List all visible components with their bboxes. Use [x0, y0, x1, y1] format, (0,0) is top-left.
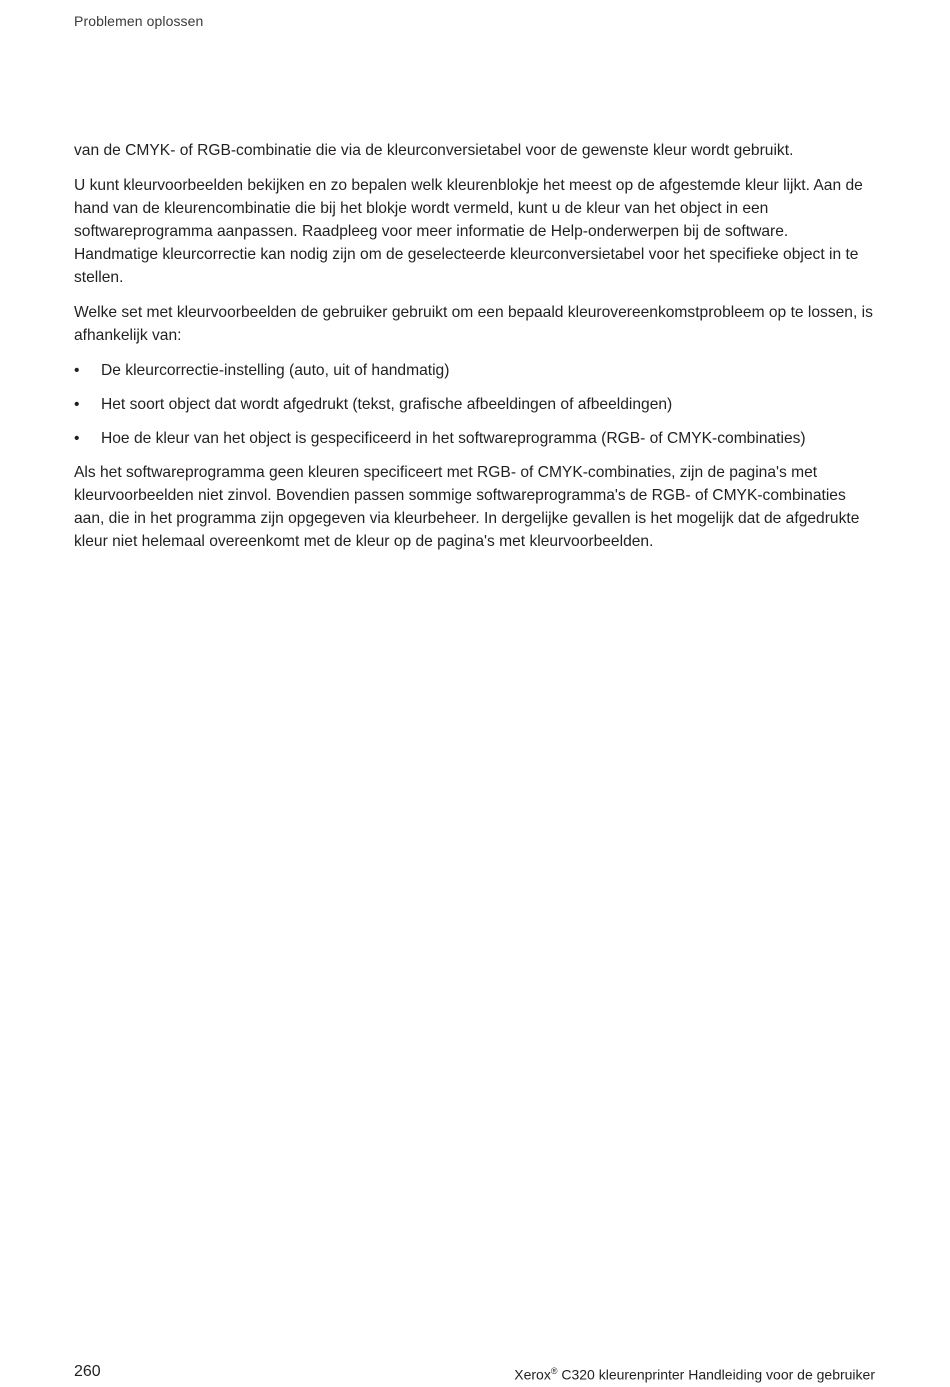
list-item-text: De kleurcorrectie-instelling (auto, uit of handmatig)	[101, 362, 450, 379]
paragraph-sample-set-depends: Welke set met kleurvoorbeelden de gebruiker gebruikt om een bepaald kleurovereenkomstprobleem op te lossen, is afhankelijk van:	[74, 304, 873, 344]
paragraph-conversion-table: van de CMYK- of RGB-combinatie die via de kleurconversietabel voor de gewenste kleur wordt gebruikt.	[74, 142, 794, 159]
paragraph-color-samples: U kunt kleurvoorbeelden bekijken en zo bepalen welk kleurenblokje het meest op de afgestemde kleur lijkt. Aan de hand van de kleurencombinatie die bij het blokje wordt vermeld, kunt u de kleur van het object in een softwareprogramma aanpassen. Raadpleeg voor meer informatie de Help-onderwerpen bij de software. Handmatige kleurcorrectie kan nodig zijn om de geselecteerde kleurconversietabel voor het specifieke object in te stellen.	[74, 177, 863, 286]
paragraph-software-color-management: Als het softwareprogramma geen kleuren specificeert met RGB- of CMYK-combinaties, zijn de pagina's met kleurvoorbeelden niet zinvol. Bovendien passen sommige softwareprogramma's de RGB- of CMYK-combinaties aan, die in het programma zijn opgegeven via kleurbeheer. In dergelijke gevallen is het mogelijk dat de afgedrukte kleur niet helemaal overeenkomt met de kleur op de pagina's met kleurvoorbeelden.	[74, 464, 860, 550]
running-footer	[514, 1366, 875, 1383]
main-content	[74, 139, 874, 565]
list-item	[74, 427, 874, 450]
list-item	[74, 393, 874, 416]
bullet-icon: •	[74, 396, 80, 413]
page-number: 260	[74, 1363, 101, 1380]
running-header: Problemen oplossen	[74, 13, 204, 29]
dependency-list	[74, 359, 874, 450]
list-item-text: Hoe de kleur van het object is gespecificeerd in het softwareprogramma (RGB- of CMYK-combinaties)	[101, 430, 806, 447]
brand-name: Xerox	[514, 1366, 551, 1383]
manual-title: C320 kleurenprinter Handleiding voor de gebruiker	[557, 1366, 875, 1383]
bullet-icon: •	[74, 362, 80, 379]
list-item	[74, 359, 874, 382]
bullet-icon: •	[74, 430, 80, 447]
list-item-text: Het soort object dat wordt afgedrukt (tekst, grafische afbeeldingen of afbeeldingen)	[101, 396, 673, 413]
registered-mark: ®	[550, 1366, 558, 1376]
